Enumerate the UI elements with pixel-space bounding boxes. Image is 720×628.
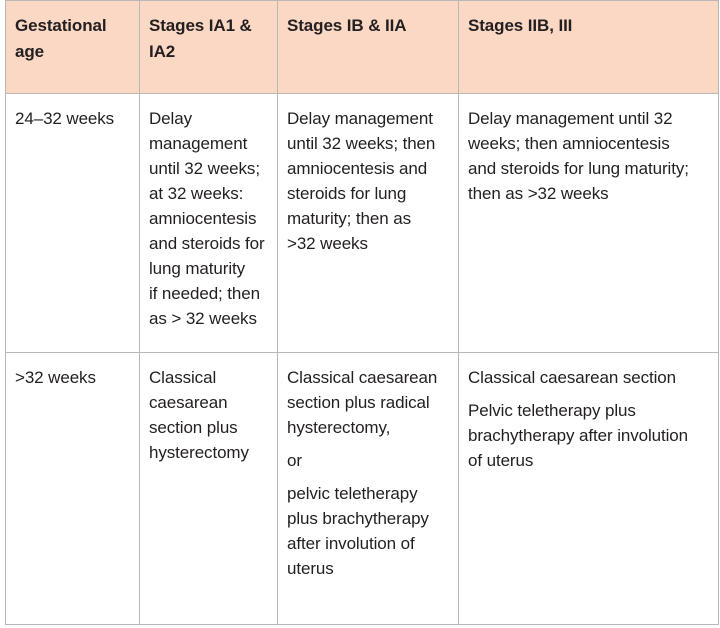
cell-line: hysterectomy, xyxy=(287,418,391,438)
cell-line: hysterectomy xyxy=(149,443,249,463)
cell-line: as > 32 weeks xyxy=(149,309,257,328)
cell-line: lung maturity xyxy=(149,259,246,278)
cell-line: then as >32 weeks xyxy=(468,184,609,203)
table-row xyxy=(6,94,719,353)
header-gestational-age xyxy=(6,1,140,94)
cell-line: 24–32 weeks xyxy=(15,109,115,128)
header-stage-iib-iii xyxy=(459,1,719,94)
cell-line: maturity; then as xyxy=(287,209,411,228)
cell-age xyxy=(6,353,140,625)
cell-stage-iib-iii xyxy=(459,94,719,353)
cell-line: Delay management until 32 xyxy=(468,109,673,128)
cell-stage-ib-iia xyxy=(278,353,459,625)
cell-line: or xyxy=(287,451,302,471)
cell-stage-iib-iii xyxy=(459,353,719,625)
cell-paragraph xyxy=(468,365,710,390)
cell-line: Classical caesarean xyxy=(287,368,438,388)
cell-line: >32 weeks xyxy=(287,234,368,253)
cell-line: steroids for lung xyxy=(287,184,407,203)
cell-line: Classical xyxy=(149,368,217,388)
cell-paragraph xyxy=(149,106,269,331)
cell-line: amniocentesis and xyxy=(287,159,428,178)
header-line: Stages IB & IIA xyxy=(287,16,407,35)
header-line: age xyxy=(15,42,44,61)
cell-line: brachytherapy after involution xyxy=(468,426,689,446)
cell-line: and steroids for lung maturity; xyxy=(468,159,689,178)
header-stage-ib-iia xyxy=(278,1,459,94)
cell-line: plus brachytherapy xyxy=(287,509,429,529)
cell-paragraph xyxy=(287,365,450,440)
header-row xyxy=(6,1,719,94)
header-line: Stages IA1 & xyxy=(149,16,252,35)
cell-line: at 32 weeks: xyxy=(149,184,244,203)
header-line: Gestational xyxy=(15,16,107,35)
cell-line: if needed; then xyxy=(149,284,260,303)
cell-line: until 32 weeks; then xyxy=(287,134,436,153)
cell-line: until 32 weeks; xyxy=(149,159,260,178)
cell-line: uterus xyxy=(287,559,334,579)
cell-stage-ia xyxy=(140,353,278,625)
cell-stage-ib-iia xyxy=(278,94,459,353)
cell-line: >32 weeks xyxy=(15,368,96,388)
cell-line: caesarean xyxy=(149,393,228,413)
cell-line: management xyxy=(149,134,248,153)
header-line: Stages IIB, III xyxy=(468,16,573,35)
cell-paragraph xyxy=(468,106,710,206)
cell-line: section plus radical xyxy=(287,393,430,413)
cell-line: Pelvic teletherapy plus xyxy=(468,401,636,421)
cell-paragraph xyxy=(287,448,450,473)
cell-line: and steroids for xyxy=(149,234,265,253)
cell-line: of uterus xyxy=(468,451,534,471)
cell-age xyxy=(6,94,140,353)
cell-line: Classical caesarean section xyxy=(468,368,677,388)
table-row xyxy=(6,353,719,625)
cell-line: Delay management xyxy=(287,109,433,128)
cell-line: after involution of xyxy=(287,534,415,554)
header-stage-ia xyxy=(140,1,278,94)
cell-paragraph xyxy=(287,481,450,581)
header-line: IA2 xyxy=(149,42,176,61)
management-table xyxy=(5,0,719,625)
cell-line: Delay xyxy=(149,109,192,128)
cell-paragraph xyxy=(287,106,450,256)
cell-line: section plus xyxy=(149,418,238,438)
cell-paragraph xyxy=(149,365,269,465)
cell-stage-ia xyxy=(140,94,278,353)
cell-paragraph xyxy=(468,398,710,473)
cell-line: pelvic teletherapy xyxy=(287,484,418,504)
cell-line: weeks; then amniocentesis xyxy=(468,134,670,153)
cell-line: amniocentesis xyxy=(149,209,257,228)
